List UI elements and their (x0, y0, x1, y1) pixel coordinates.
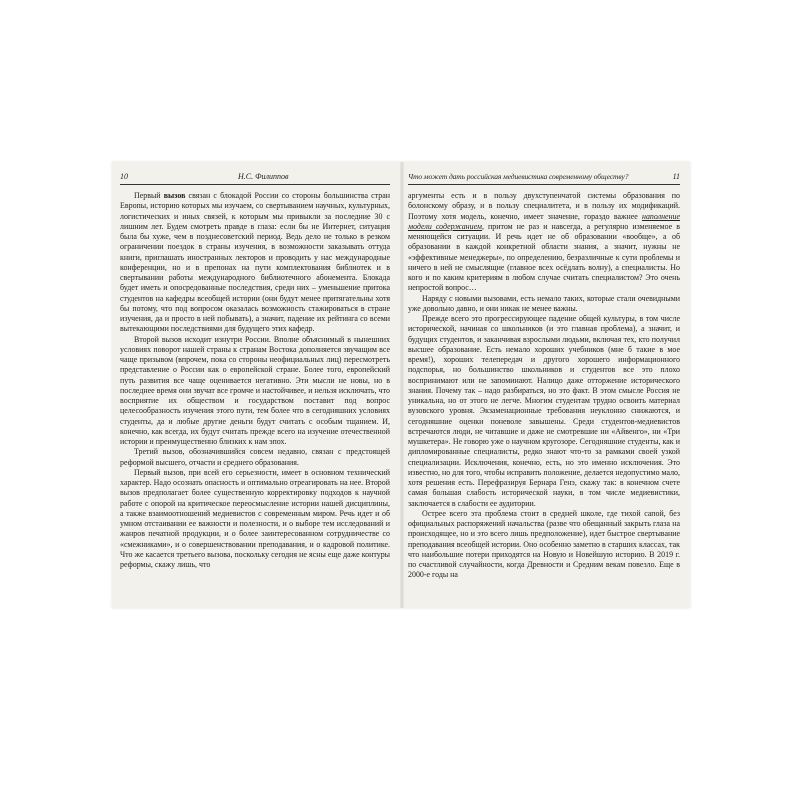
paragraph: Наряду с новыми вызовами, есть немало таких, которые стали очевидными уже довольно давно, и они никак не менее важны. (408, 293, 680, 313)
paragraph: Острее всего эта проблема стоит в средней школе, где тихой сапой, без официальных распоряжений начальства (разве что обещанный закрыть глаза на происходящее, но и это всего лишь предположение), идет быстрое свертывание преподавания всеобщей истории. Оно особенно заметно в старших классах, так что наибольшие потери приходятся на Новую и Новейшую историю. В 2019 г. по счастливой случайности, когда Древности и Средним векам повезло. Еще в 2000-е годы на (408, 508, 680, 580)
page-fold (400, 162, 404, 608)
paragraph: Прежде всего это прогрессирующее падение общей культуры, в том числе исторической, начиная со школьников (и это главная проблема), а значит, и будущих студентов, и заканчивая взрослыми людьми, включая тех, кто получил высшее образование. Есть немало хороших учебников (мне б такие в мое время!), хороших телепередач и другого хорошего информационного подспорья, но большинство школьников и студентов все это плохо воспринимают или не запоминают. Налицо даже отторжение исторического знания. Почему так – надо разбираться, но это факт. В этом смысле Россия не уникальна, но от этого не легче. Многим студентам трудно освоить материал вузовского уровня. Экзаменационные требования неуклонно снижаются, и сегодняшние оценки поневоле завышены. Среди студентов-медиевистов встречаются люди, не читавшие и даже не смотревшие ни «Айвенго», ни «Три мушкетера». Не говорю уже о научном кругозоре. Сегодняшние студенты, как и дипломированные специалисты, редко знают что-то за рамками своей узкой специализации. Исключения, конечно, есть, но это именно исключения. Это известно, но для того, чтобы исправить положение, делается недопустимо мало, хотя решения есть. Перефразируя Бернара Генэ, скажу так: в конечном счете самая большая слабость исторической науки, в том числе медиевистики, заключается в слабости ее аудитории. (408, 314, 681, 508)
left-body-text (120, 191, 390, 570)
page-number: 10 (120, 172, 128, 181)
paragraph: Первый вызов связан с блокадой России со стороны большинства стран Европы, историю которых мы изучаем, со свертыванием научных, культурных, логистических и иных связей, к которым мы привыкли за последние 30 с лишним лет. Будем смотреть правде в глаза: если бы не Интернет, ситуация была бы хуже, чем в позднесоветский период. Ведь дело не только в резком ограничении поездок в страны изучения, в возможности заказывать оттуда книги, приглашать иностранных лекторов и проводить у нас международные конференции, но и в препонах на пути комплектования библиотек и в свертывании работы международного библиотечного абонемента. Блокада будет иметь и опосредованные последствия, среди них – уменьшение притока студентов на кафедры всеобщей истории (они будут менее притягательны хотя бы потому, что под вопросом оказалась возможность стажироваться в стране изучения, да и просто в ней побывать), а значит, падение их рейтинга со всеми вытекающими последствиями для будущего этих кафедр. (120, 191, 390, 334)
page-number: 11 (672, 172, 680, 181)
paragraph: Третий вызов, обозначившийся совсем недавно, связан с предстоящей реформой высшего, отчасти и среднего образования. (120, 447, 390, 467)
running-header-right (408, 172, 680, 185)
paragraph: аргументы есть и в пользу двухступенчатой системы образования по болонскому образу, и в пользу специалитета, и в пользу их модификаций. Поэтому хотя модель, конечно, имеет значение, гораздо важнее наполнение модели содержанием, притом не раз и навсегда, а регулярно изменяемое в меняющейся ситуации. И речь идет не об образовании «вообще», а об образовании в каждой конкретной области знания, а значит, нужны не «эффективные менеджеры», по определению, безразличные к сути проблемы и ничего в ней не смыслящие (главное всех осёдлать волну), а специалисты. Но кого и по каким критериям в любом случае считать специалистом? Это очень непростой вопрос… (408, 191, 680, 293)
right-body-text (408, 191, 680, 581)
running-header-left (120, 172, 390, 185)
paragraph: Первый вызов, при всей его серьезности, имеет в основном технический характер. Надо осознать опасность и оптимально отреагировать на нее. Второй вызов предполагает более существенную корректировку подходов к научной работе с опорой на критическое переосмысление истории нашей дисциплины, а также взаимоотношений медиевистов с современным миром. Речь идет и об умном отстаивании ее важности и полезности, и о выборе тем исследований и жанров печатной продукции, и о более заинтересованном сотрудничестве со «смежниками», и о совершенствовании преподавания, и о кадровой политике. Что же касается третьего вызова, поскольку сегодня не ясны еще даже контуры реформы, скажу лишь, что (120, 467, 390, 569)
author-name: Н.С. Филиппов (238, 172, 289, 181)
running-title: Что может дать российская медиевистика современному обществу? (408, 172, 629, 181)
paragraph: Второй вызов исходит изнутри России. Вполне объяснимый в нынешних условиях поворот нашей страны к странам Востока дополняется звучащим все чаще призывом (впрочем, пока со стороны неофициальных лиц) пересмотреть представление о России как о европейской стране. Более того, европейский путь развития все чаще оценивается негативно. Эти мысли не новы, но в последнее время они звучат все громче и настойчивее, и нельзя исключать, что восприятие их обществом и государством поставит под вопрос целесообразность изучения этого пути, тем более что в сегодняшних условиях студенты, да и любые другие деньги будут считать с особым тщанием. И, конечно, как всегда, их будут считать прежде всего на изучение отечественной истории и преимущественно близких к нам эпох. (120, 334, 390, 446)
left-page (120, 172, 390, 570)
right-page (408, 172, 680, 581)
